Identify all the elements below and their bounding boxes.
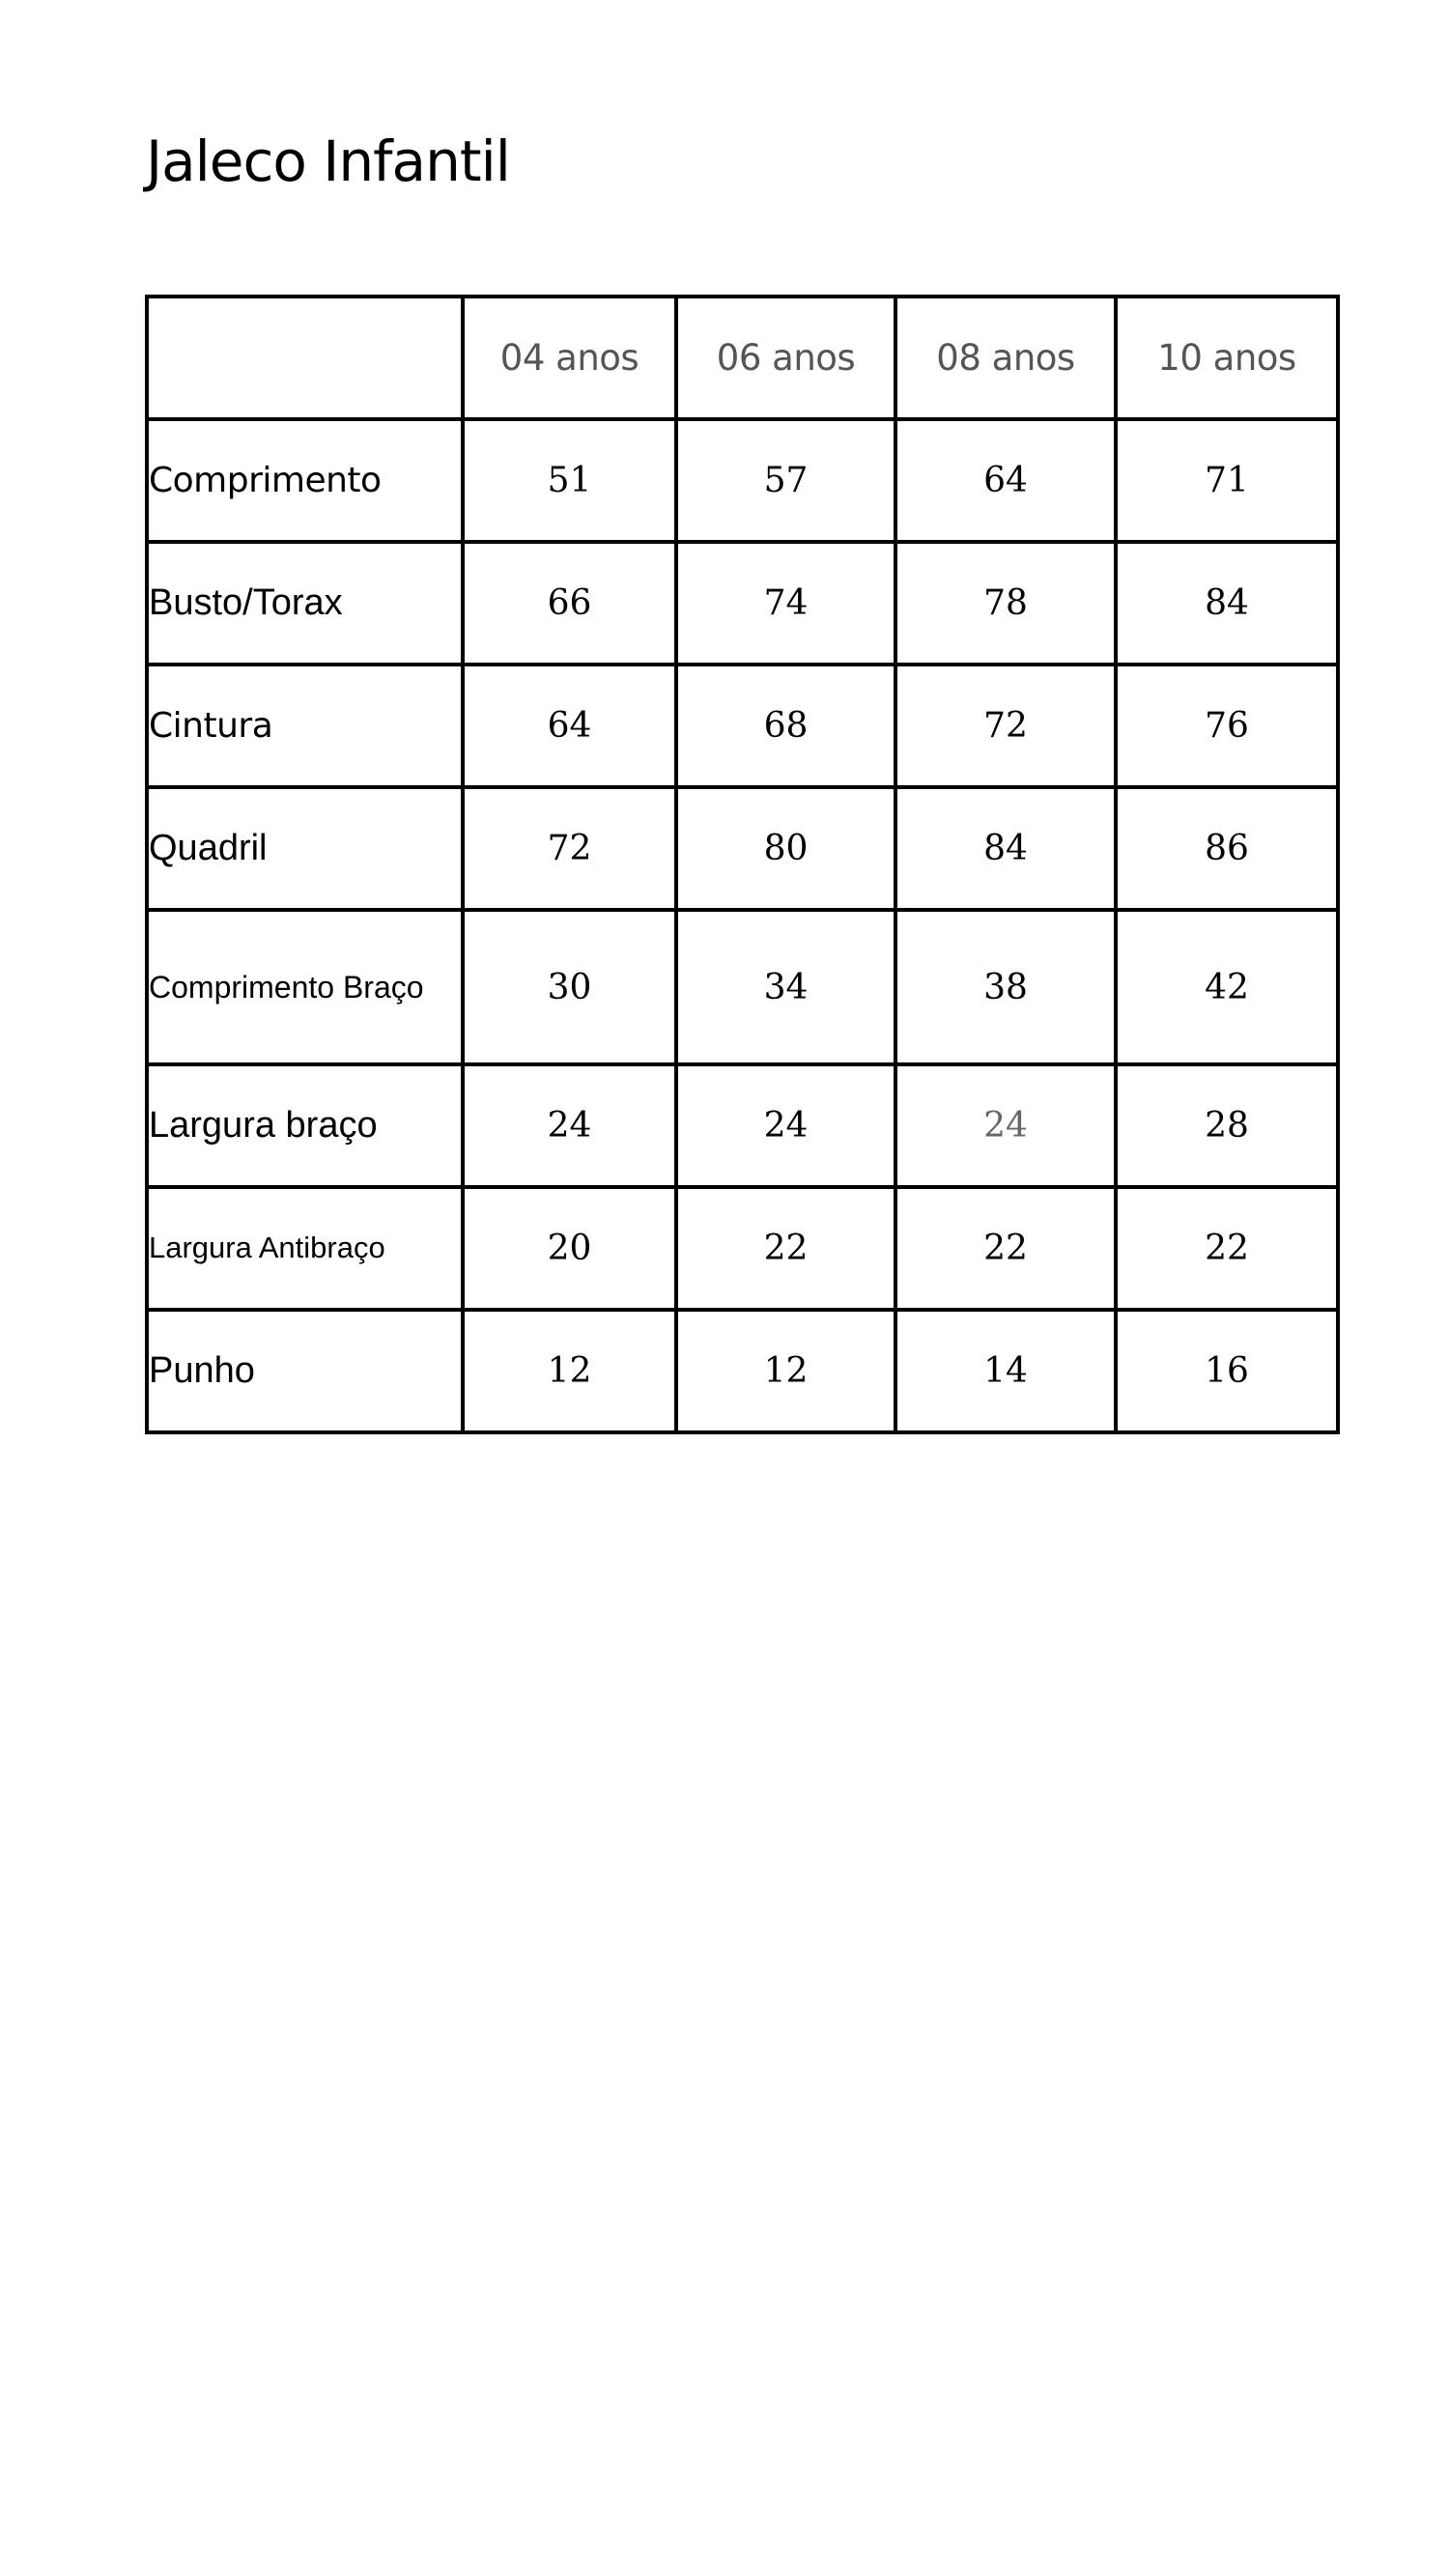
table-cell: 76 bbox=[1116, 665, 1338, 787]
table-cell: 68 bbox=[676, 665, 895, 787]
table-row bbox=[147, 1064, 1338, 1187]
table-cell: 16 bbox=[1116, 1310, 1338, 1432]
table-row bbox=[147, 1187, 1338, 1310]
table-cell: 28 bbox=[1116, 1064, 1338, 1187]
table-header-row bbox=[147, 297, 1338, 419]
header-06-anos: 06 anos bbox=[676, 297, 895, 419]
table-cell: 78 bbox=[895, 542, 1116, 665]
table-cell: 86 bbox=[1116, 787, 1338, 910]
table-cell: 64 bbox=[463, 665, 676, 787]
table-cell: 12 bbox=[676, 1310, 895, 1432]
table-cell: 71 bbox=[1116, 419, 1338, 542]
table-cell: 34 bbox=[676, 910, 895, 1064]
table-row bbox=[147, 1310, 1338, 1432]
table-cell: 22 bbox=[676, 1187, 895, 1310]
table-cell: 84 bbox=[1116, 542, 1338, 665]
row-label-largura-antibraco: Largura Antibraço bbox=[147, 1187, 463, 1310]
table-cell: 30 bbox=[463, 910, 676, 1064]
corner-cell bbox=[147, 297, 463, 419]
table-row bbox=[147, 665, 1338, 787]
table-cell: 24 bbox=[463, 1064, 676, 1187]
table-cell: 51 bbox=[463, 419, 676, 542]
table-cell: 80 bbox=[676, 787, 895, 910]
table-cell: 14 bbox=[895, 1310, 1116, 1432]
header-08-anos: 08 anos bbox=[895, 297, 1116, 419]
table-cell: 24 bbox=[676, 1064, 895, 1187]
table-cell: 38 bbox=[895, 910, 1116, 1064]
table-cell: 74 bbox=[676, 542, 895, 665]
table-row bbox=[147, 542, 1338, 665]
table-cell: 22 bbox=[1116, 1187, 1338, 1310]
table-cell: 84 bbox=[895, 787, 1116, 910]
table-cell: 24 bbox=[895, 1064, 1116, 1187]
table-cell: 64 bbox=[895, 419, 1116, 542]
header-10-anos: 10 anos bbox=[1116, 297, 1338, 419]
header-04-anos: 04 anos bbox=[463, 297, 676, 419]
row-label-punho: Punho bbox=[147, 1310, 463, 1432]
row-label-quadril: Quadril bbox=[147, 787, 463, 910]
page-title: Jaleco Infantil bbox=[146, 128, 510, 194]
table-cell: 57 bbox=[676, 419, 895, 542]
table-cell: 66 bbox=[463, 542, 676, 665]
table-row bbox=[147, 419, 1338, 542]
row-label-cintura: Cintura bbox=[147, 665, 463, 787]
table-cell: 42 bbox=[1116, 910, 1338, 1064]
table-cell: 20 bbox=[463, 1187, 676, 1310]
table-row bbox=[147, 910, 1338, 1064]
table-row bbox=[147, 787, 1338, 910]
table-cell: 22 bbox=[895, 1187, 1116, 1310]
row-label-comprimento-braco: Comprimento Braço bbox=[147, 910, 463, 1064]
table-cell: 72 bbox=[463, 787, 676, 910]
row-label-comprimento: Comprimento bbox=[147, 419, 463, 542]
table-cell: 12 bbox=[463, 1310, 676, 1432]
row-label-largura-braco: Largura braço bbox=[147, 1064, 463, 1187]
row-label-busto-torax: Busto/Torax bbox=[147, 542, 463, 665]
table-cell: 72 bbox=[895, 665, 1116, 787]
size-table bbox=[145, 295, 1340, 1434]
